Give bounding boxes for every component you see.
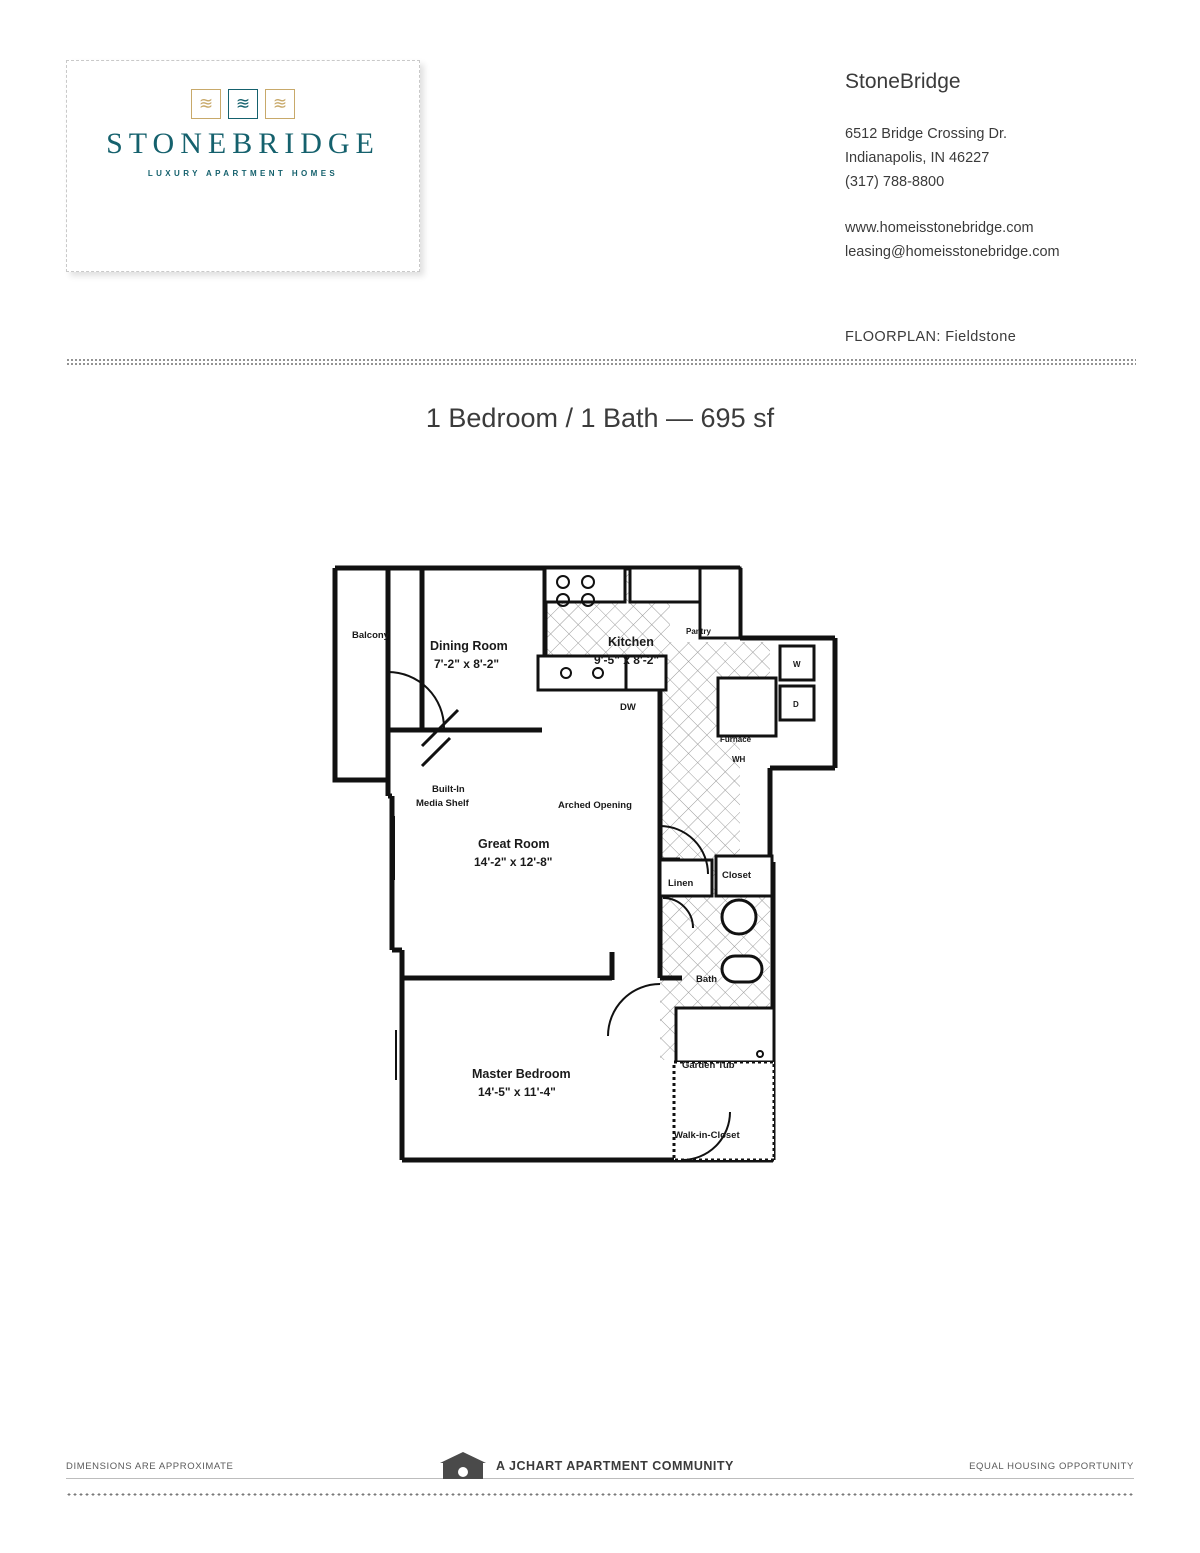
page-title: 1 Bedroom / 1 Bath — 695 sf <box>425 403 775 433</box>
property-name: StoneBridge <box>845 70 961 93</box>
label-master-bedroom: Master Bedroom <box>472 1067 571 1081</box>
property-contact-block <box>845 216 1060 264</box>
brand-tagline: LUXURY APARTMENT HOMES <box>147 169 339 178</box>
footer-dotted-rule <box>66 1492 1134 1497</box>
header-divider <box>66 358 1136 367</box>
label-kitchen: Kitchen <box>608 635 654 649</box>
label-garden-tub: Garden Tub <box>682 1060 735 1071</box>
label-dining-room: Dining Room <box>430 639 508 653</box>
label-walk-in-closet: Walk-in-Closet <box>674 1130 740 1141</box>
wave-mark-gold-icon-2: ≋ <box>265 89 295 119</box>
dim-great-room: 14'-2" x 12'-8" <box>474 855 553 869</box>
dim-dining-room: 7'-2" x 8'-2" <box>434 657 500 671</box>
label-dishwasher: DW <box>620 702 636 713</box>
label-water-heater: WH <box>732 755 746 764</box>
dim-kitchen: 9'-5" x 8'-2" <box>594 653 660 667</box>
brand-logo-card <box>66 60 420 272</box>
label-dryer: D <box>793 700 799 709</box>
email-link[interactable]: leasing@homeisstonebridge.com <box>845 244 1060 260</box>
dim-master-bedroom: 14'-5" x 11'-4" <box>478 1085 556 1099</box>
floorplan-drawing <box>330 560 850 1200</box>
logo-mark-group <box>67 89 419 119</box>
floorplan-name-label: FLOORPLAN: Fieldstone <box>845 329 1017 345</box>
label-great-room: Great Room <box>478 837 550 851</box>
label-arched-opening: Arched Opening <box>558 800 632 811</box>
address-line-2: Indianapolis, IN 46227 <box>845 150 990 166</box>
label-built-in: Built-In <box>432 784 465 795</box>
label-pantry: Pantry <box>686 627 711 636</box>
phone-number: (317) 788-8800 <box>845 174 945 190</box>
jchart-house-icon <box>440 1452 486 1480</box>
footer-center-note: A JCHART APARTMENT COMMUNITY <box>496 1459 734 1473</box>
wave-mark-teal-icon: ≋ <box>228 89 258 119</box>
label-closet: Closet <box>722 870 752 881</box>
room-labels <box>352 630 659 1099</box>
label-washer: W <box>793 660 801 669</box>
label-media-shelf: Media Shelf <box>416 798 469 809</box>
address-line-1: 6512 Bridge Crossing Dr. <box>845 126 1007 142</box>
label-balcony: Balcony <box>352 630 389 641</box>
label-bath: Bath <box>696 974 718 985</box>
wave-mark-gold-icon: ≋ <box>191 89 221 119</box>
brand-wordmark: STONEBRIDGE <box>106 127 380 160</box>
footer-right-note: EQUAL HOUSING OPPORTUNITY <box>969 1461 1134 1472</box>
property-address-block <box>845 122 1007 194</box>
footer-brand <box>440 1452 734 1480</box>
footer-left-note: DIMENSIONS ARE APPROXIMATE <box>66 1461 234 1472</box>
website-link[interactable]: www.homeisstonebridge.com <box>845 220 1034 236</box>
label-linen: Linen <box>668 878 694 889</box>
label-furnace: Furnace <box>720 735 752 744</box>
